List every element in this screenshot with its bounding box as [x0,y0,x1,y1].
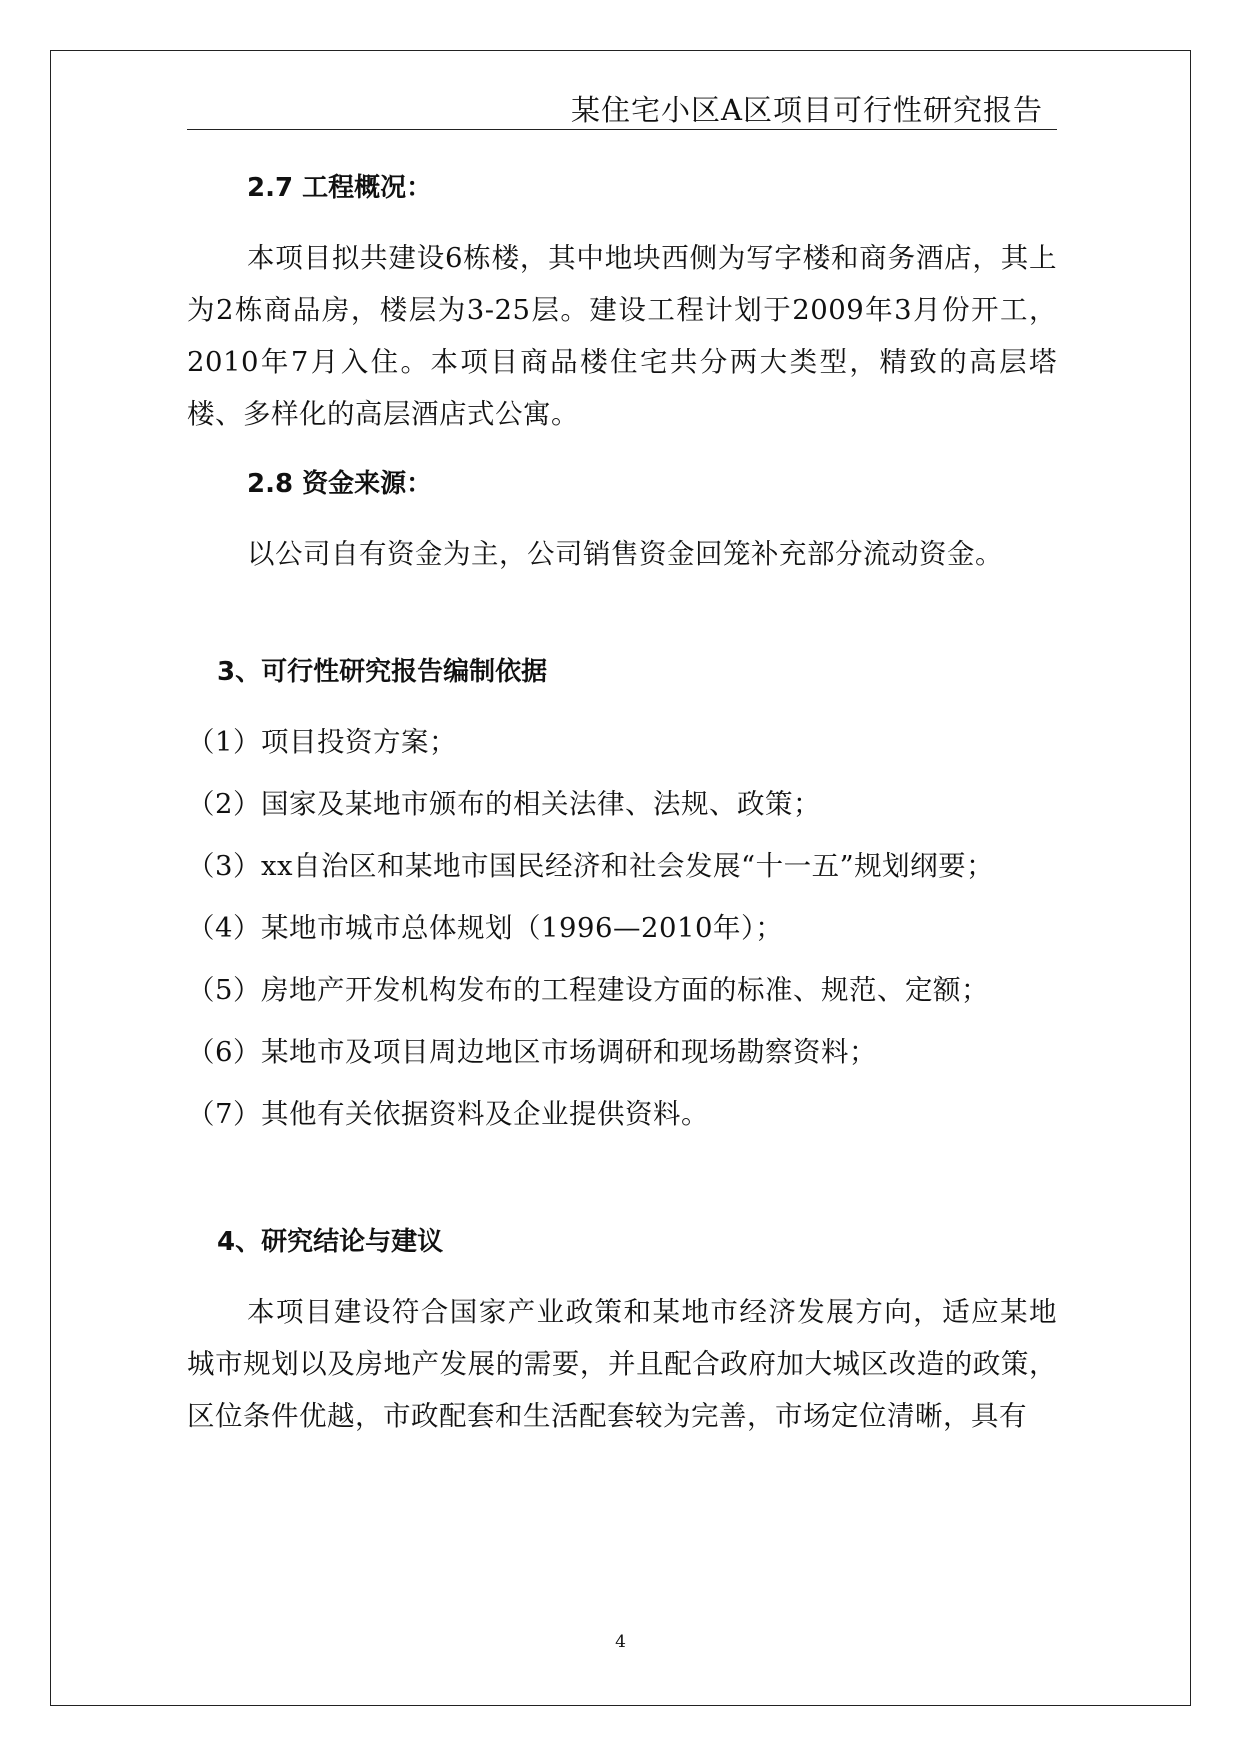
section-heading-3: 3、可行性研究报告编制依据 [217,657,548,687]
section-paragraph-4: 本项目建设符合国家产业政策和某地市经济发展方向，适应某地城市规划以及房地产发展的需要，并且配合政府加大城区改造的政策，区位条件优越，市政配套和生活配套较为完善，市场定位清晰，具有 [187,1296,1057,1432]
header-divider [187,129,1057,130]
list-item: （2）国家及某地市颁布的相关法律、法规、政策； [187,788,821,820]
document-header-title: 某住宅小区A区项目可行性研究报告 [571,93,1043,127]
list-item: （4）某地市城市总体规划（1996—2010年）； [187,912,784,944]
section-paragraph-2-7: 本项目拟共建设6栋楼，其中地块西侧为写字楼和商务酒店，其上为2栋商品房，楼层为3-25层。建设工程计划于2009年3月份开工，2010年7月入住。本项目商品楼住宅共分两大类型，精致的高层塔楼、多样化的高层酒店式公寓。 [187,242,1057,430]
spacer [187,580,1057,646]
section-heading-4: 4、研究结论与建议 [217,1227,444,1257]
document-body [187,162,1057,1442]
list-item: （6）某地市及项目周边地区市场调研和现场勘察资料； [187,1036,877,1068]
spacer [187,214,1057,232]
spacer [187,698,1057,716]
list-item: （7）其他有关依据资料及企业提供资料。 [187,1098,709,1130]
list-item: （1）项目投资方案； [187,726,457,758]
spacer [187,440,1057,458]
section-heading-2-8: 2.8 资金来源： [247,469,433,499]
spacer [187,1150,1057,1216]
spacer [187,510,1057,528]
list-item: （3）xx自治区和某地市国民经济和社会发展“十一五”规划纲要； [187,850,995,882]
list-item: （5）房地产开发机构发布的工程建设方面的标准、规范、定额； [187,974,989,1006]
spacer [187,1268,1057,1286]
basis-list [187,716,1057,1140]
section-heading-2-7: 2.7 工程概况： [247,173,433,203]
page-number: 4 [615,1632,626,1652]
section-paragraph-2-8: 以公司自有资金为主，公司销售资金回笼补充部分流动资金。 [247,538,1003,570]
